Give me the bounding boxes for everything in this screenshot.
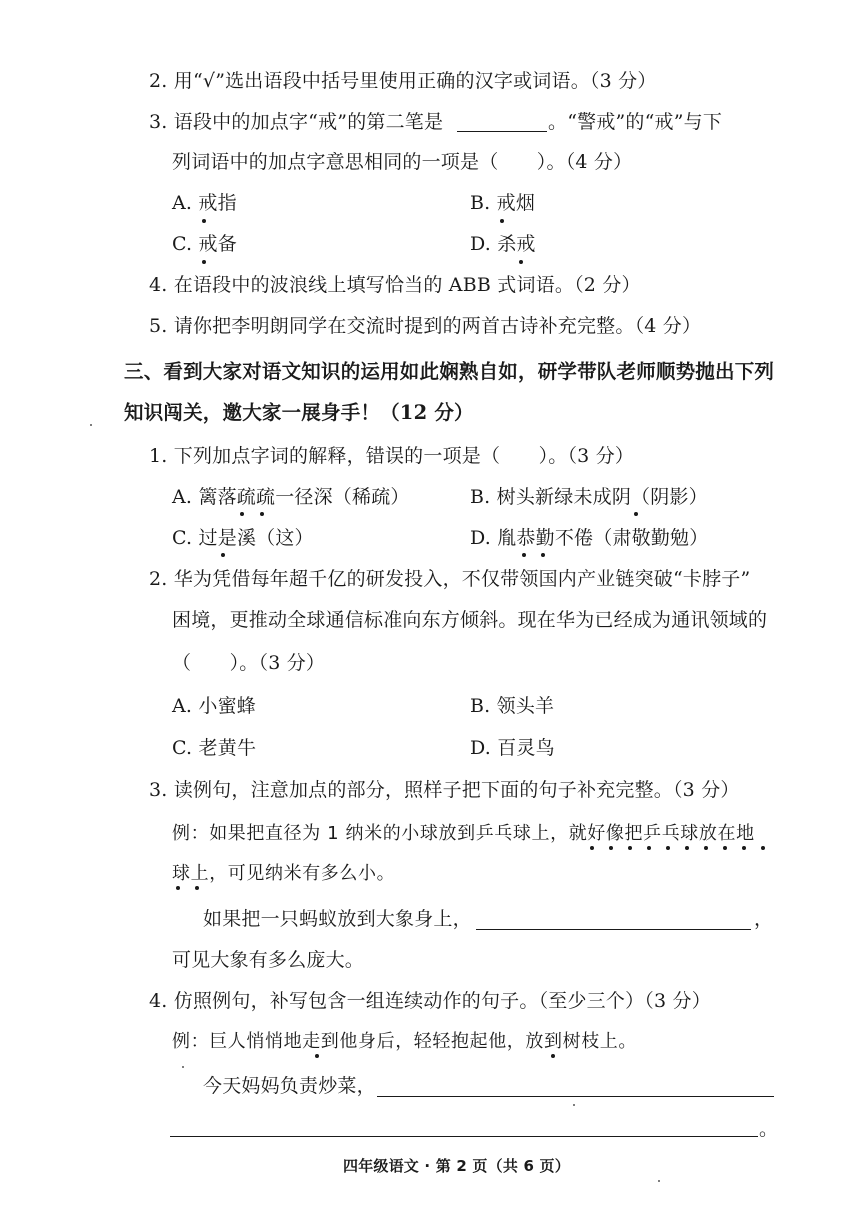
emphasis-dot (260, 512, 264, 516)
page-footer: 四年级语文 · 第 2 页（共 6 页） (343, 1157, 570, 1175)
fill-sentence-3-4: 今天妈妈负责炒菜， (203, 1075, 376, 1097)
emphasis-dot (202, 219, 206, 223)
question-3-2-line3: （ ）。（3 分） (172, 652, 326, 674)
emphasis-dot (742, 846, 746, 850)
option-2-3-a[interactable]: A. 戒指 (172, 192, 237, 214)
question-2-3-line1: 3. 语段中的加点字“戒”的第二笔是 (149, 111, 444, 133)
emphasis-dot (519, 260, 523, 264)
fill-sentence-3-3-cont: 可见大象有多么庞大。 (172, 949, 365, 971)
option-3-1-c[interactable]: C. 过是溪（这） (172, 527, 314, 549)
emphasis-dot (541, 553, 545, 557)
answer-line-3-3[interactable] (476, 929, 751, 930)
option-3-2-b[interactable]: B. 领头羊 (470, 695, 555, 717)
emphasis-dot (522, 553, 526, 557)
answer-line-3-4b[interactable] (170, 1136, 758, 1137)
emphasis-dot (176, 886, 180, 890)
emphasis-dot (647, 846, 651, 850)
question-3-1: 1. 下列加点字词的解释，错误的一项是（ ）。（3 分） (149, 445, 635, 467)
emphasis-dot (221, 553, 225, 557)
emphasis-dot (590, 846, 594, 850)
emphasis-dot (551, 1054, 555, 1058)
example-sentence-3-4: 例：巨人悄悄地走到他身后，轻轻抱起他，放到树枝上。 (172, 1031, 637, 1052)
emphasis-dot (666, 846, 670, 850)
emphasis-dot (761, 846, 765, 850)
fill-sentence-3-3-comma: ， (754, 908, 774, 930)
question-3-2-line1: 2. 华为凭借每年超千亿的研发投入，不仅带领国内产业链突破“卡脖子” (149, 568, 751, 590)
section-3-heading: 三、看到大家对语文知识的运用如此娴熟自如，研学带队老师顺势抛出下列 (124, 360, 775, 383)
emphasis-dot (704, 846, 708, 850)
example-sentence-3-3: 例：如果把直径为 1 纳米的小球放到乒乓球上，就好像把乒乓球放在地 (172, 823, 755, 844)
option-3-1-b[interactable]: B. 树头新绿未成阴（阴影） (470, 486, 708, 508)
fill-sentence-3-3: 如果把一只蚂蚁放到大象身上， (203, 908, 472, 930)
question-3-2-line2: 困境，更推动全球通信标准向东方倾斜。现在华为已经成为通讯领域的 (172, 609, 768, 631)
scan-speck (573, 1104, 575, 1106)
emphasis-dot (315, 1054, 319, 1058)
option-3-1-d[interactable]: D. 胤恭勤不倦（肃敬勤勉） (470, 527, 709, 549)
question-2-3-line2: 列词语中的加点字意思相同的一项是（ ）。（4 分） (172, 151, 633, 173)
answer-line-3-4a[interactable] (377, 1096, 774, 1097)
fill-sentence-3-4-end: 。 (759, 1118, 779, 1140)
question-3-3: 3. 读例句，注意加点的部分，照样子把下面的句子补充完整。（3 分） (149, 779, 740, 801)
scan-speck (90, 424, 92, 426)
option-2-3-d[interactable]: D. 杀戒 (470, 233, 536, 255)
option-3-1-a[interactable]: A. 篱落疏疏一径深（稀疏） (172, 486, 410, 508)
question-2-2: 2. 用“√”选出语段中括号里使用正确的汉字或词语。（3 分） (149, 70, 657, 92)
emphasis-dot (723, 846, 727, 850)
question-2-5: 5. 请你把李明朗同学在交流时提到的两首古诗补充完整。（4 分） (149, 315, 702, 337)
example-sentence-3-3-cont: 球上，可见纳米有多么小。 (172, 863, 396, 884)
scan-speck (182, 1066, 184, 1068)
section-3-heading-cont: 知识闯关，邀大家一展身手！（12 分） (124, 401, 474, 424)
option-3-2-c[interactable]: C. 老黄牛 (172, 737, 257, 759)
emphasis-dot (628, 846, 632, 850)
question-2-4: 4. 在语段中的波浪线上填写恰当的 ABB 式词语。（2 分） (149, 274, 641, 296)
scan-speck (658, 1180, 660, 1182)
option-3-2-d[interactable]: D. 百灵鸟 (470, 737, 555, 759)
emphasis-dot (195, 886, 199, 890)
emphasis-dot (202, 260, 206, 264)
question-2-3-line1-end: 。“警戒”的“戒”与下 (548, 111, 723, 133)
answer-blank-stroke[interactable] (457, 131, 547, 132)
emphasis-dot (685, 846, 689, 850)
option-3-2-a[interactable]: A. 小蜜蜂 (172, 695, 257, 717)
emphasis-dot (240, 512, 244, 516)
emphasis-dot (500, 219, 504, 223)
emphasis-dot (609, 846, 613, 850)
emphasis-dot (634, 512, 638, 516)
option-2-3-b[interactable]: B. 戒烟 (470, 192, 536, 214)
option-2-3-c[interactable]: C. 戒备 (172, 233, 237, 255)
question-3-4: 4. 仿照例句，补写包含一组连续动作的句子。（至少三个）（3 分） (149, 990, 711, 1012)
